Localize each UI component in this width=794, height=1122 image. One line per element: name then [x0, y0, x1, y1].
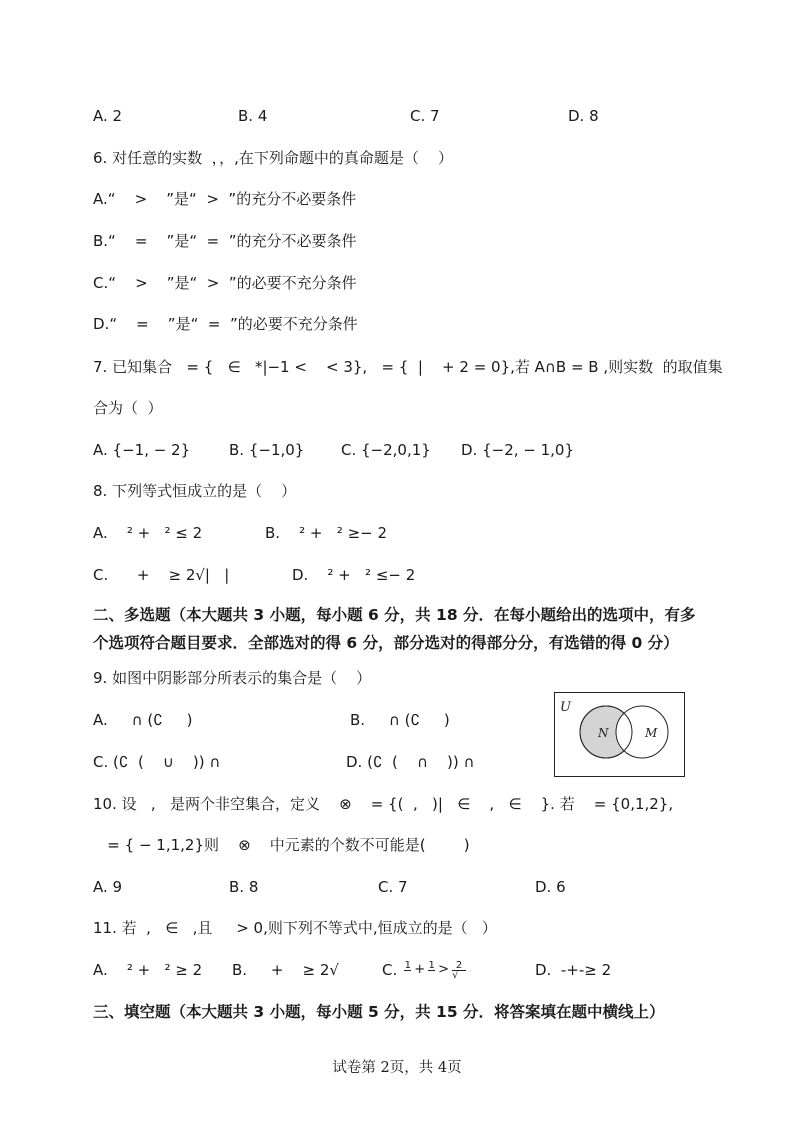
- venn-set-m-circle: [616, 706, 668, 758]
- q9-stem: 9. 如图中阴影部分所表示的集合是（ ）: [93, 669, 372, 687]
- q9-option-b: B. ∩ (∁ ): [350, 711, 450, 729]
- venn-label-m: M: [645, 726, 658, 740]
- q10-option-b: B. 8: [229, 878, 259, 896]
- q5-option-b: B. 4: [238, 107, 268, 125]
- q10-stem: 10. 设 , 是两个非空集合，定义 ⊗ = {( , )| ∈ , ∈ }. 若 = {0,1,2},: [93, 795, 674, 813]
- q5-option-a: A. 2: [93, 107, 123, 125]
- q8-option-b: B. ² + ² ≥− 2: [265, 524, 388, 542]
- q9-option-d: D. (∁ ( ∩ )) ∩: [346, 753, 475, 771]
- q6-option-c: C.“ > ”是“ > ”的必要不充分条件: [93, 274, 357, 292]
- q5-option-c: C. 7: [410, 107, 440, 125]
- q8-option-c: C. + ≥ 2√| |: [93, 566, 230, 584]
- section2-heading-line1: 二、多选题（本大题共 3 小题，每小题 6 分，共 18 分．在每小题给出的选项中，有多: [93, 606, 696, 624]
- q8-stem: 8. 下列等式恒成立的是（ ）: [93, 482, 297, 500]
- q11-frac-2: [428, 961, 435, 979]
- venn-label-n: N: [598, 726, 609, 740]
- venn-diagram: [554, 692, 686, 778]
- section2-heading-line2: 个选项符合题目要求．全部选对的得 6 分，部分选对的得部分分，有选错的得 0 分）: [93, 634, 679, 652]
- q10-option-d: D. 6: [535, 878, 566, 896]
- q11-frac-1: [404, 961, 411, 979]
- q11-frac-2-num: 1: [428, 960, 435, 971]
- section3-heading: 三、填空题（本大题共 3 小题，每小题 5 分，共 15 分．将答案填在题中横线上）: [93, 1003, 665, 1021]
- q7-option-b: B. {−1,0}: [229, 441, 305, 459]
- page-footer: 试卷第 2页，共 4页: [332, 1060, 462, 1076]
- q11-option-c-prefix: C.: [382, 961, 398, 979]
- q10-option-a: A. 9: [93, 878, 123, 896]
- q11-frac-3-den: √: [452, 970, 466, 980]
- q11-frac-3-num: 2: [455, 959, 463, 971]
- q7-stem-cont: 合为（ ）: [93, 399, 163, 417]
- q11-option-d: D. -+-≥ 2: [535, 961, 612, 979]
- venn-label-u: U: [560, 700, 571, 715]
- q11-option-a: A. ² + ² ≥ 2: [93, 961, 203, 979]
- q9-option-a: A. ∩ (∁ ): [93, 711, 193, 729]
- q7-stem: 7. 已知集合 = { ∈ *|−1 < < 3}, = { | + 2 = 0},若 A∩B = B ,则实数 的取值集: [93, 358, 723, 376]
- q6-option-d: D.“ = ”是“ = ”的必要不充分条件: [93, 315, 358, 333]
- q8-option-d: D. ² + ² ≤− 2: [292, 566, 416, 584]
- q6-stem: 6. 对任意的实数 ，，,在下列命题中的真命题是（ ）: [93, 149, 453, 167]
- q7-option-a: A. {−1, − 2}: [93, 441, 191, 459]
- q9-option-c: C. (∁ ( ∪ )) ∩: [93, 753, 221, 771]
- q11-stem: 11. 若 , ∈ ,且 > 0,则下列不等式中,恒成立的是（ ）: [93, 919, 497, 937]
- q6-option-b: B.“ = ”是“ = ”的充分不必要条件: [93, 232, 357, 250]
- q7-option-d: D. {−2, − 1,0}: [461, 441, 575, 459]
- q11-option-c: C. 1 + 1 > 2 √: [382, 960, 466, 980]
- q11-option-b: B. + ≥ 2√: [232, 961, 339, 979]
- q11-frac-1-num: 1: [404, 960, 411, 971]
- q11-frac-3: [452, 961, 466, 980]
- q8-option-a: A. ² + ² ≤ 2: [93, 524, 203, 542]
- q6-option-a: A.“ > ”是“ > ”的充分不必要条件: [93, 190, 357, 208]
- q10-option-c: C. 7: [378, 878, 408, 896]
- q10-stem-cont: = { − 1,1,2}则 ⊗ 中元素的个数不可能是( ): [93, 836, 470, 854]
- q5-option-d: D. 8: [568, 107, 599, 125]
- q7-option-c: C. {−2,0,1}: [341, 441, 431, 459]
